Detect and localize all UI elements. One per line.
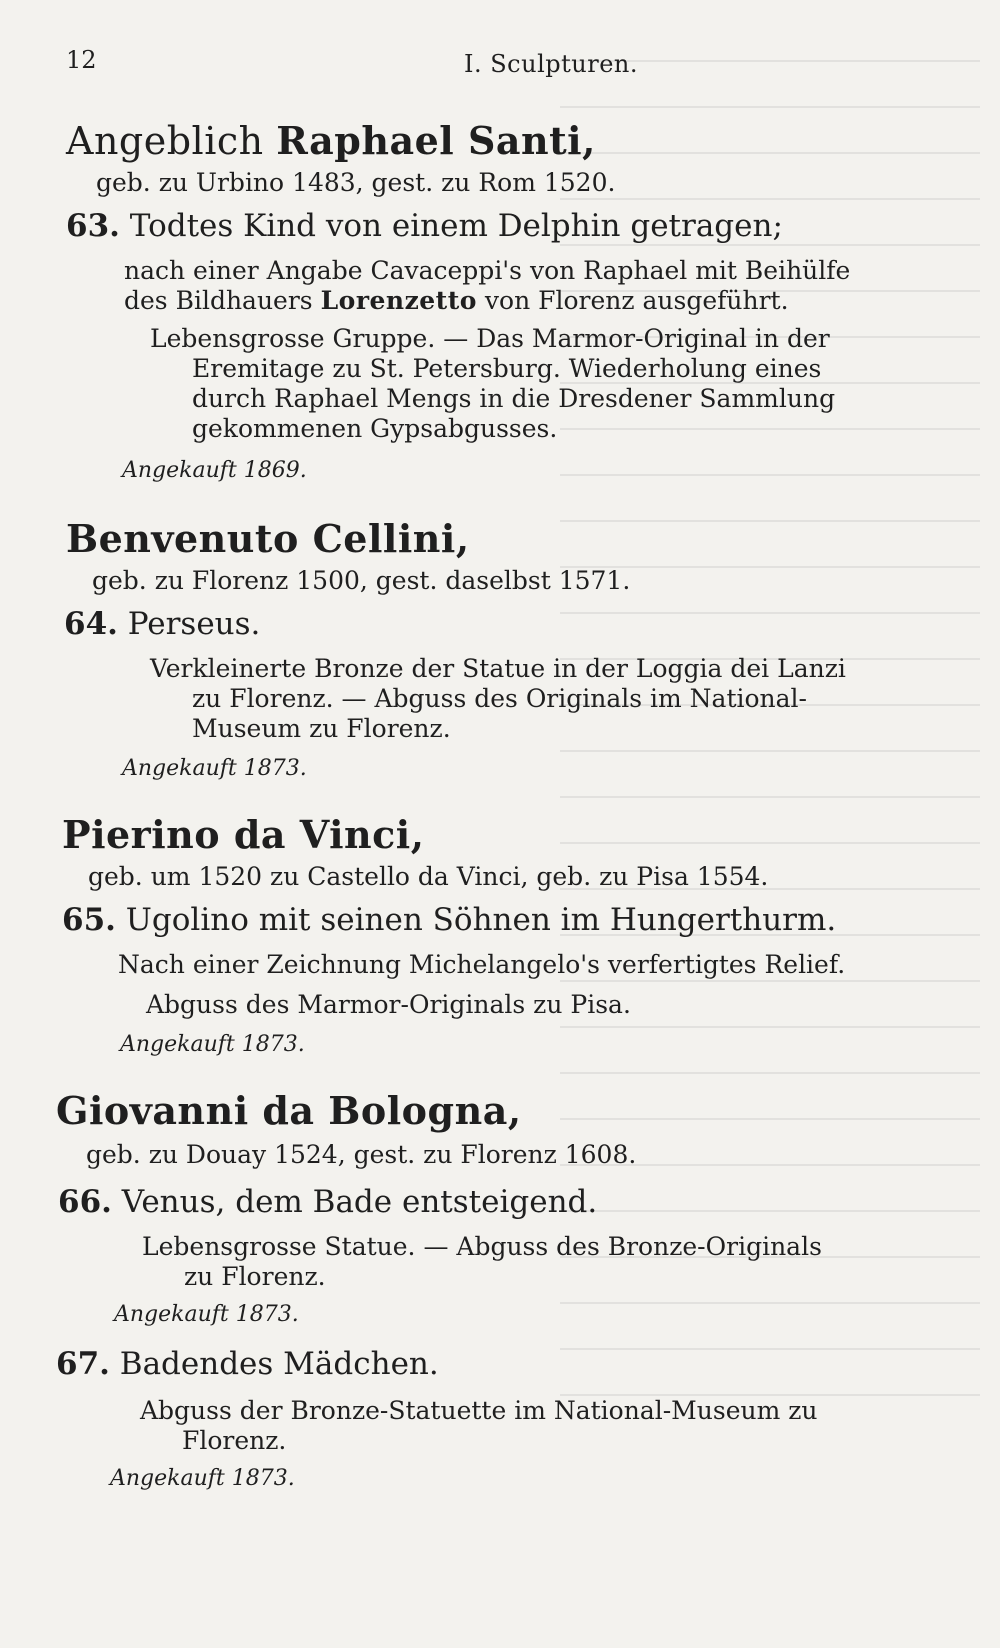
entry-description <box>140 1396 818 1426</box>
acquisition-note: Angekauft 1873. <box>114 1302 299 1327</box>
description-line: Abguss der Bronze-Statuette im National-Museum zu <box>140 1396 818 1425</box>
description-line: zu Florenz. — Abguss des Originals im National- <box>192 684 808 713</box>
entry-description-continued <box>192 354 835 444</box>
artist-heading <box>66 516 470 561</box>
description-line: Lebensgrosse Gruppe. — Das Marmor-Original in der <box>150 324 830 353</box>
artist-heading <box>62 812 424 857</box>
description-line: Lebensgrosse Statue. — Abguss des Bronze-Originals <box>142 1232 822 1261</box>
description-line: durch Raphael Mengs in die Dresdener Sammlung <box>192 384 836 413</box>
description-line: Nach einer Zeichnung Michelangelo's verfertigtes Relief. <box>118 950 846 979</box>
entry-title: Todtes Kind von einem Delphin getragen; <box>129 208 783 244</box>
artist-heading <box>66 118 596 163</box>
description-line: zu Florenz. <box>184 1262 326 1291</box>
artist-life-dates: geb. um 1520 zu Castello da Vinci, geb. zu Pisa 1554. <box>88 862 769 891</box>
entry-title: Venus, dem Bade entsteigend. <box>121 1184 598 1220</box>
entry-title: Ugolino mit seinen Söhnen im Hungerthurm. <box>125 902 837 938</box>
artist-name: Giovanni da Bologna, <box>56 1088 522 1133</box>
entry-number: 65. <box>62 902 116 938</box>
attribution-line: nach einer Angabe Cavaceppi's von Raphael mit Beihülfe <box>124 256 851 285</box>
acquisition-note: Angekauft 1873. <box>122 756 307 781</box>
catalogue-entry-title <box>66 208 783 244</box>
description-line: Abguss des Marmor-Originals zu Pisa. <box>146 990 631 1019</box>
entry-number: 63. <box>66 208 120 244</box>
catalogue-entry-title <box>64 606 260 642</box>
catalogue-entry-title <box>62 902 836 938</box>
attribution-name: Lorenzetto <box>320 286 477 315</box>
catalogue-entry-title <box>58 1184 597 1220</box>
entry-title: Perseus. <box>127 606 261 642</box>
page-number: 12 <box>66 46 97 74</box>
running-title: I. Sculpturen. <box>464 50 638 78</box>
entry-number: 64. <box>64 606 118 642</box>
acquisition-note: Angekauft 1869. <box>122 458 307 483</box>
artist-prefix: Angeblich <box>66 119 277 163</box>
entry-description-continued <box>184 1262 326 1292</box>
running-header <box>66 46 934 82</box>
entry-description <box>150 654 846 684</box>
entry-description <box>142 1232 822 1262</box>
entry-description-continued <box>146 990 631 1020</box>
catalogue-entry-title <box>56 1346 439 1382</box>
acquisition-note: Angekauft 1873. <box>110 1466 295 1491</box>
description-line: Museum zu Florenz. <box>192 714 451 743</box>
entry-description-continued <box>182 1426 286 1456</box>
entry-number: 66. <box>58 1184 112 1220</box>
artist-heading <box>56 1088 522 1133</box>
description-line: Eremitage zu St. Petersburg. Wiederholung eines <box>192 354 822 383</box>
description-line: Florenz. <box>182 1426 287 1455</box>
description-line: Verkleinerte Bronze der Statue in der Loggia dei Lanzi <box>150 654 846 683</box>
artist-life-dates: geb. zu Douay 1524, gest. zu Florenz 1608. <box>86 1140 637 1169</box>
artist-name: Pierino da Vinci, <box>62 812 425 857</box>
artist-life-dates: geb. zu Urbino 1483, gest. zu Rom 1520. <box>96 168 616 197</box>
entry-description <box>118 950 845 980</box>
attribution-line: des Bildhauers Lorenzetto von Florenz ausgeführt. <box>124 286 789 315</box>
entry-description-continued <box>192 684 807 744</box>
artist-life-dates: geb. zu Florenz 1500, gest. daselbst 1571. <box>92 566 631 595</box>
entry-description <box>150 324 830 354</box>
entry-attribution <box>124 256 850 316</box>
acquisition-note: Angekauft 1873. <box>120 1032 305 1057</box>
entry-title: Badendes Mädchen. <box>119 1346 439 1382</box>
entry-number: 67. <box>56 1346 110 1382</box>
description-line: gekommenen Gypsabgusses. <box>192 414 558 443</box>
artist-name: Benvenuto Cellini, <box>66 516 470 561</box>
artist-name: Raphael Santi, <box>276 118 596 163</box>
